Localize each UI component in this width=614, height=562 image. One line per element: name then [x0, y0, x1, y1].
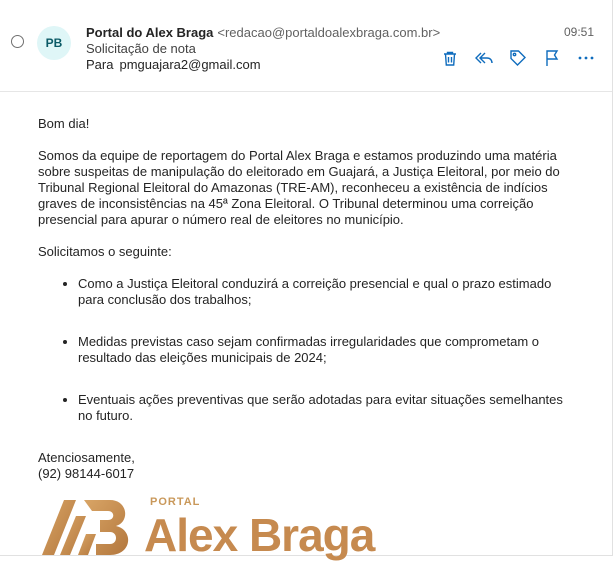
phone-number: (92) 98144-6017 — [38, 466, 135, 481]
avatar[interactable]: PB — [37, 26, 71, 60]
ab-monogram-icon — [40, 494, 140, 556]
email-subject: Solicitação de nota — [86, 41, 196, 56]
sender-name[interactable]: Portal do Alex Braga — [86, 25, 214, 40]
logo-small-text: PORTAL — [150, 496, 201, 508]
list-item: • Medidas previstas caso sejam confirmadas irregularidades que comprometam o resultado das eleições municipais de 2024; — [78, 334, 578, 366]
flag-button[interactable] — [542, 48, 562, 68]
request-list — [38, 276, 578, 424]
email-header — [0, 0, 612, 92]
recipient-line — [86, 57, 261, 72]
closing: Atenciosamente, — [38, 450, 135, 465]
categorize-button[interactable] — [508, 48, 528, 68]
reply-all-icon — [474, 50, 494, 66]
select-radio[interactable] — [11, 35, 24, 48]
flag-icon — [544, 49, 560, 67]
portal-logo — [40, 494, 400, 561]
email-time: 09:51 — [563, 25, 594, 39]
more-icon — [578, 55, 594, 61]
trash-icon — [442, 50, 458, 67]
more-actions-button[interactable] — [576, 48, 596, 68]
sender-email[interactable]: <redacao@portaldoalexbraga.com.br> — [217, 25, 441, 40]
recipient-address[interactable]: pmguajara2@gmail.com — [119, 57, 261, 72]
sender-line[interactable] — [86, 25, 440, 40]
reply-all-button[interactable] — [474, 48, 494, 68]
message-actions — [440, 48, 596, 68]
tag-icon — [509, 49, 527, 67]
signature — [38, 450, 578, 482]
logo-big-text: Alex Braga — [144, 509, 375, 561]
to-label: Para — [86, 57, 114, 72]
greeting: Bom dia! — [38, 116, 90, 131]
request-line: Solicitamos o seguinte: — [38, 244, 172, 259]
delete-button[interactable] — [440, 48, 460, 68]
list-item: • Como a Justiça Eleitoral conduzirá a correição presencial e qual o prazo estimado para conclusão dos trabalhos; — [78, 276, 578, 308]
intro-paragraph: Somos da equipe de reportagem do Portal Alex Braga e estamos produzindo uma matéria sobre suspeitas de manipulação do eleitorado em Guajará, a Justiça Eleitoral, por meio do Tribunal Regional Eleitoral do Amazonas (TRE-AM), reconheceu a existência de indícios graves de inconsistências na 45ª Zona Eleitoral. O Tribunal determinou uma correição presencial para apurar o número real de eleitores no município. — [38, 148, 560, 227]
email-body — [38, 116, 578, 482]
list-item: • Eventuais ações preventivas que serão adotadas para evitar situações semelhantes no futuro. — [78, 392, 578, 424]
